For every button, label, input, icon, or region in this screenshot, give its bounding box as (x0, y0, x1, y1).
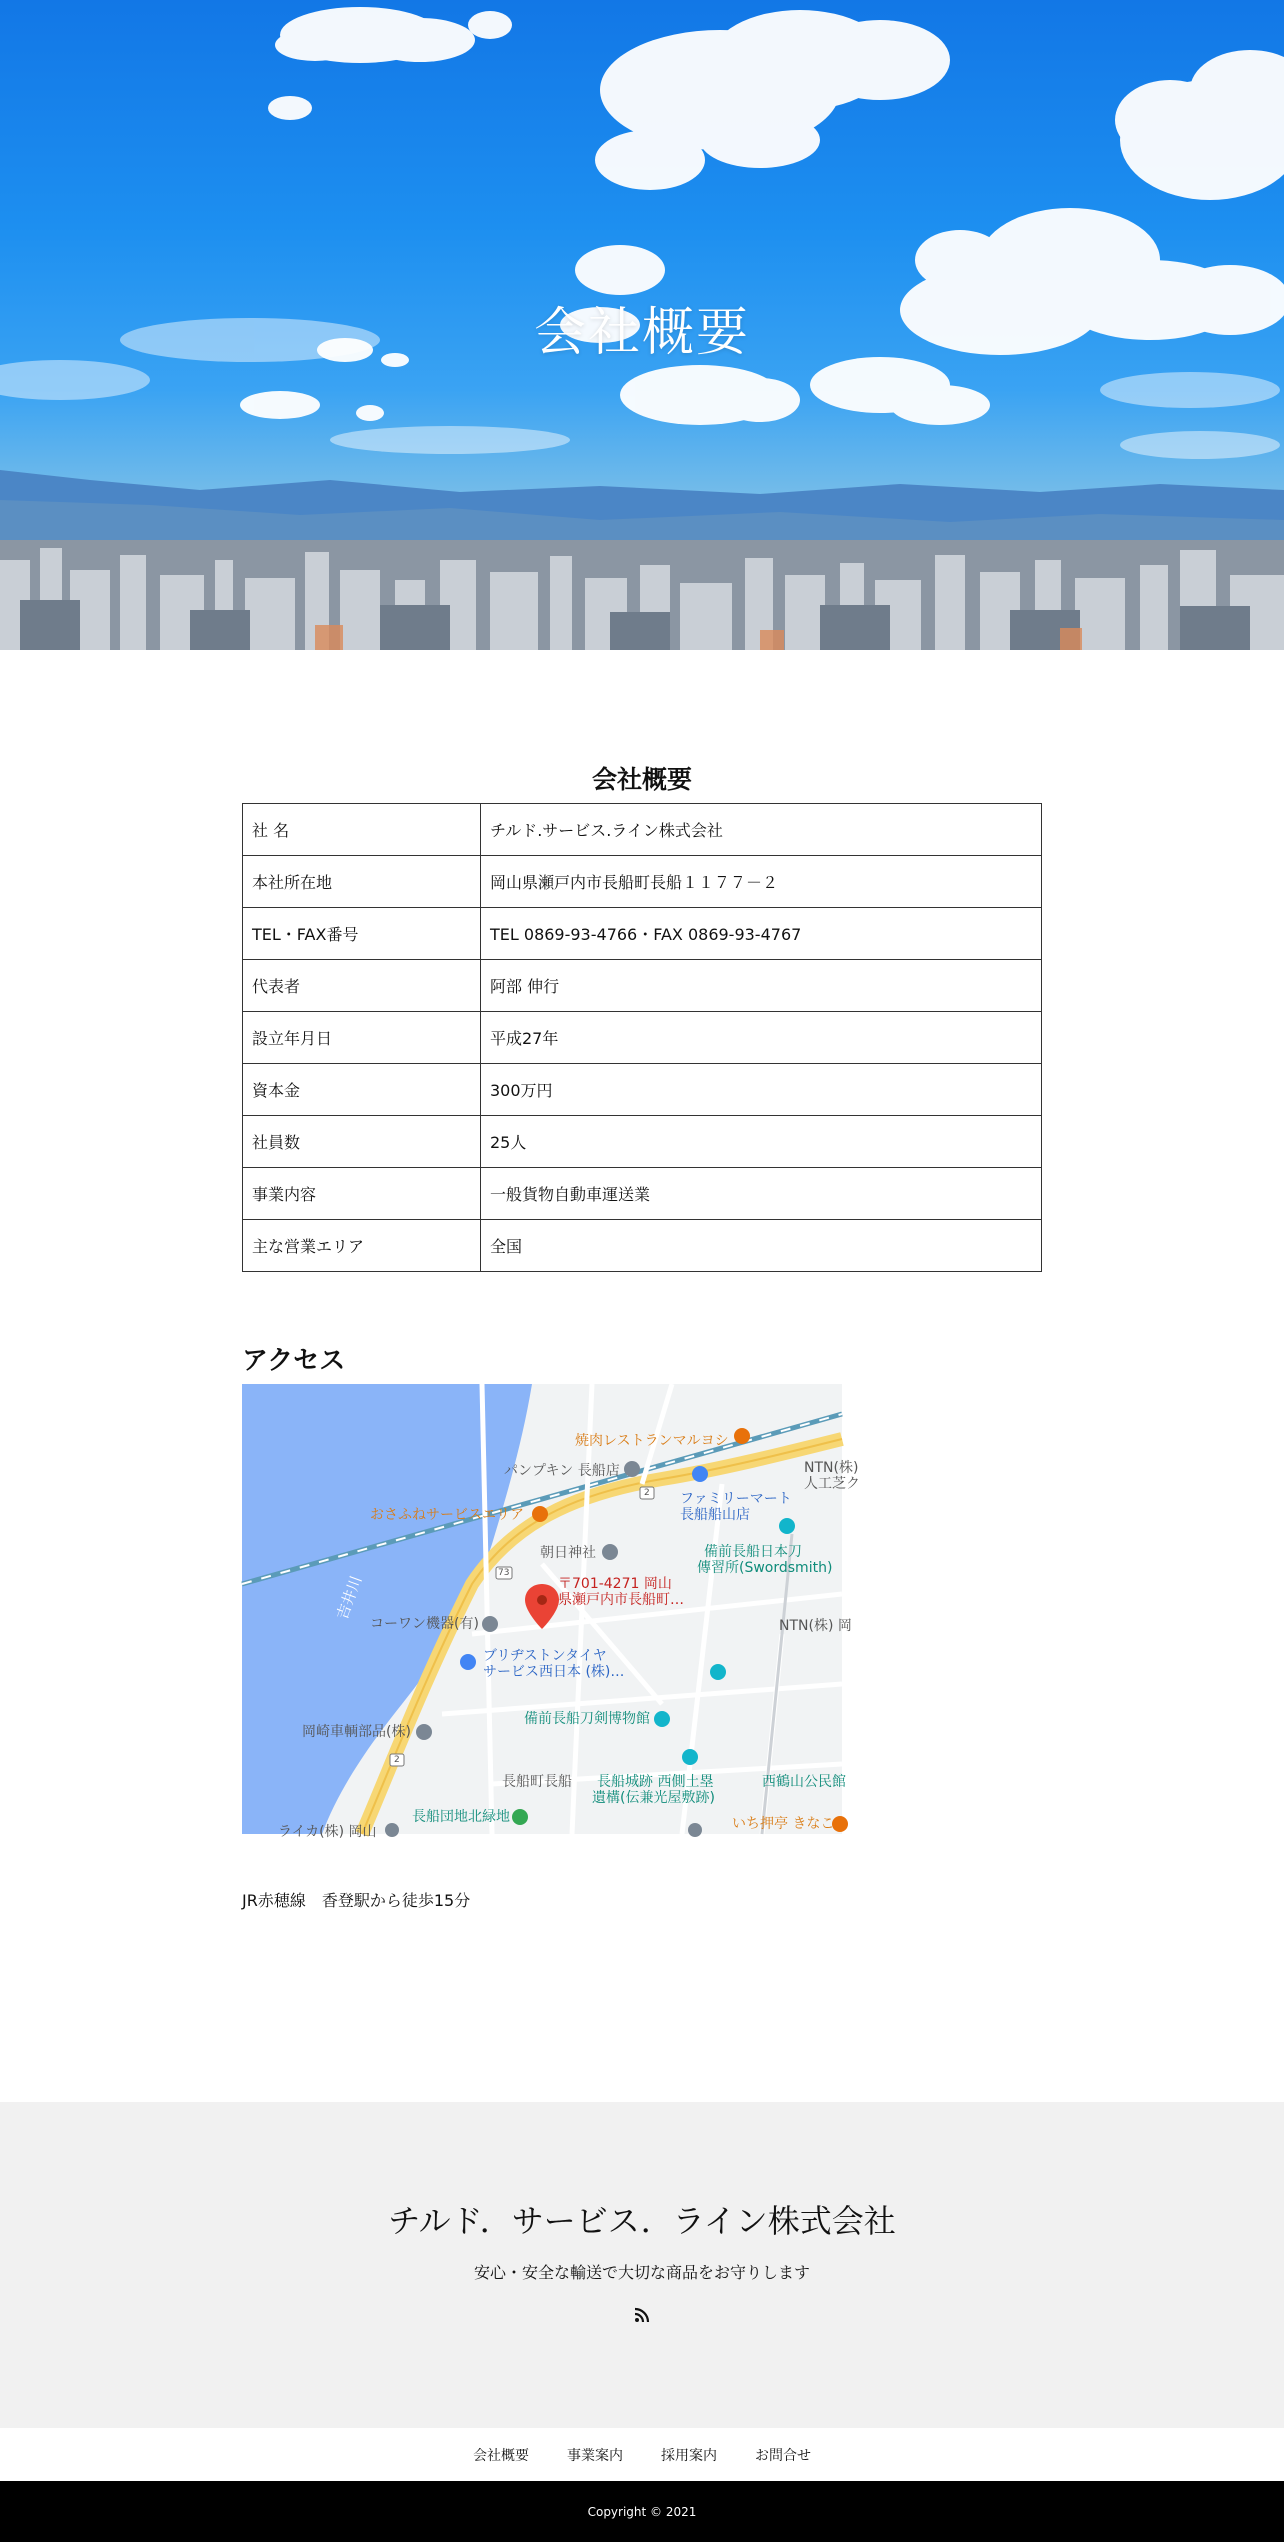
map-label-asahi-jinja: 朝日神社 (540, 1545, 596, 1561)
map-label-yoshii-river: 吉井川 (333, 1573, 366, 1622)
table-row (243, 1220, 1042, 1272)
rss-icon[interactable] (634, 2307, 650, 2323)
footer-nav-business[interactable]: 事業案内 (567, 2447, 623, 2464)
row-value: 300万円 (481, 1064, 1042, 1116)
footer-tagline: 安心・安全な輸送で大切な商品をお守りします (473, 2263, 810, 2282)
map-label-familymart-1: ファミリーマート (680, 1491, 792, 1507)
map-label-shibafu: 人工芝ク (804, 1476, 860, 1492)
row-value: 25人 (481, 1116, 1042, 1168)
table-row (243, 1064, 1042, 1116)
table-row (243, 1116, 1042, 1168)
map-route-shield-2b: 2 (394, 1755, 400, 1765)
access-title: アクセス (242, 1346, 346, 1376)
row-label: 事業内容 (243, 1168, 481, 1220)
map-label-ntn-top: NTN(株) (804, 1460, 859, 1476)
map-label-bizen-ken-2: 傳習所(Swordsmith) (697, 1560, 833, 1576)
map-label-pin-line-2: 県瀬戸内市長船町… (558, 1592, 684, 1608)
row-label: 代表者 (243, 960, 481, 1012)
map-label-okazaki: 岡崎車輌部品(株) (302, 1724, 411, 1740)
row-label: 社員数 (243, 1116, 481, 1168)
copyright-text: Copyright © 2021 (587, 2504, 697, 2519)
row-value: チルド.サービス.ライン株式会社 (481, 804, 1042, 856)
footer-nav-contact[interactable]: お問合せ (755, 2447, 811, 2464)
row-label: 社 名 (243, 804, 481, 856)
footer-nav-company[interactable]: 会社概要 (473, 2447, 529, 2464)
row-value: 全国 (481, 1220, 1042, 1272)
table-row (243, 1012, 1042, 1064)
row-value: 岡山県瀬戸内市長船町長船１１７７－２ (481, 856, 1042, 908)
map-label-ruins-2: 遺構(伝兼光屋敷跡) (592, 1790, 715, 1806)
map-label-bridgestone-2: サービス西日本 (株)… (483, 1664, 625, 1680)
row-label: 主な営業エリア (243, 1220, 481, 1272)
row-value: 一般貨物自動車運送業 (481, 1168, 1042, 1220)
map-label-pumpkin: パンプキン 長船店 (504, 1463, 620, 1479)
footer-nav (0, 2428, 1284, 2481)
map-label-bizen-ken-1: 備前長船日本刀 (704, 1544, 802, 1560)
map-label-ruins-1: 長船城跡 西側土塁 (597, 1774, 714, 1790)
table-row (243, 1168, 1042, 1220)
hero-banner (0, 0, 1284, 650)
map-label-ntn-mid: NTN(株) 岡 (779, 1618, 852, 1634)
map-label-osafune-town: 長船町長船 (502, 1774, 572, 1790)
map-label-museum: 備前長船刀剣博物館 (524, 1711, 650, 1727)
map-label-kowan: コーワン機器(有) (370, 1616, 479, 1632)
table-row (243, 960, 1042, 1012)
company-profile-table (242, 803, 1042, 1272)
company-profile-title: 会社概要 (591, 765, 692, 794)
footer-nav-recruit[interactable]: 採用案内 (661, 2447, 717, 2464)
map-label-osafune-sa: おさふねサービスエリア (370, 1507, 524, 1523)
access-map[interactable] (242, 1384, 860, 1840)
row-value: 阿部 伸行 (481, 960, 1042, 1012)
map-label-ryokuchi: 長船団地北緑地 (412, 1809, 510, 1825)
footer-company-name: チルド．サービス．ライン株式会社 (388, 2202, 896, 2240)
access-note: JR赤穂線 香登駅から徒歩15分 (242, 1891, 471, 1910)
map-label-yakiniku: 焼肉レストランマルヨシ (575, 1433, 729, 1449)
row-label: TEL・FAX番号 (243, 908, 481, 960)
table-row (243, 856, 1042, 908)
map-label-pin-line-1: 〒701-4271 岡山 (558, 1576, 672, 1592)
map-route-shield-2a: 2 (644, 1488, 650, 1498)
map-label-bridgestone-1: ブリヂストンタイヤ (483, 1648, 607, 1664)
map-label-nishitsuruyama: 西鶴山公民館 (762, 1774, 846, 1790)
copyright-bar (0, 2481, 1284, 2542)
row-label: 設立年月日 (243, 1012, 481, 1064)
hero-title: 会社概要 (533, 303, 750, 363)
map-label-bottom-left: ライカ(株) 岡山 (278, 1824, 377, 1840)
table-row (243, 908, 1042, 960)
map-label-ichigo: いち押亭 きなこ (732, 1816, 835, 1832)
row-value: TEL 0869-93-4766・FAX 0869-93-4767 (481, 908, 1042, 960)
map-label-familymart-2: 長船船山店 (680, 1507, 750, 1523)
map-canvas (242, 1384, 842, 1834)
row-label: 資本金 (243, 1064, 481, 1116)
table-row (243, 804, 1042, 856)
row-value: 平成27年 (481, 1012, 1042, 1064)
map-route-shield-73: 73 (498, 1568, 510, 1578)
row-label: 本社所在地 (243, 856, 481, 908)
